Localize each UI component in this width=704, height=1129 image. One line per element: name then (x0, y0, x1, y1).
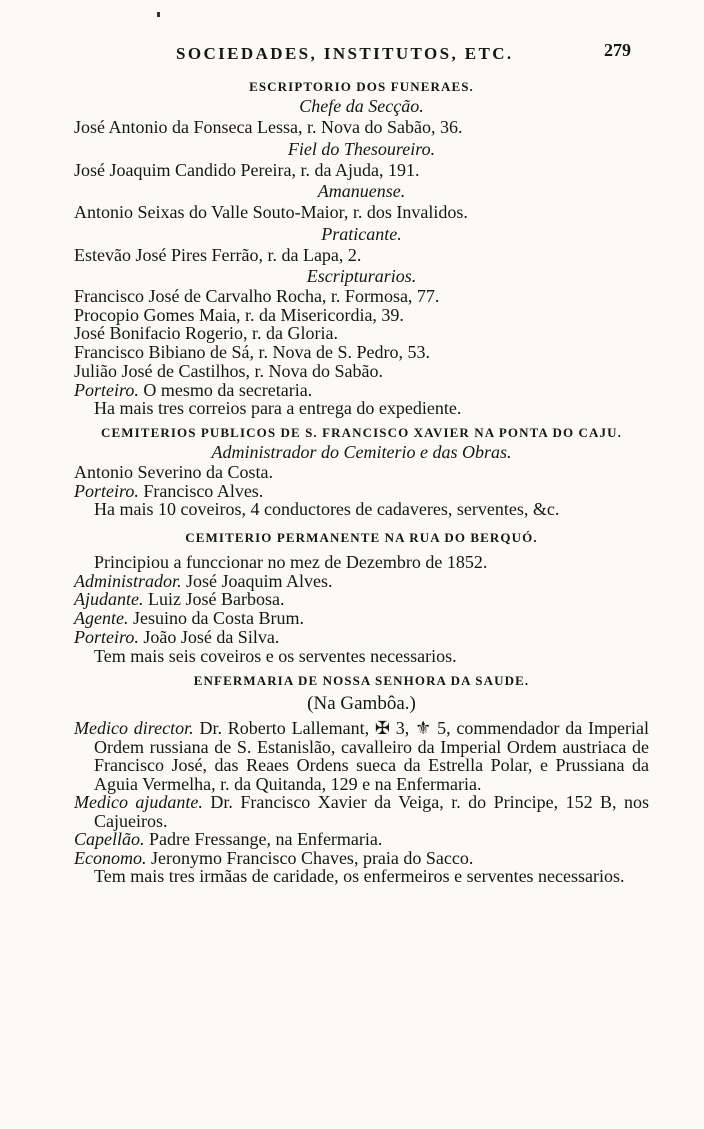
label-porteiro: Porteiro. (74, 480, 139, 501)
label-ajudante: Ajudante. (74, 589, 144, 610)
entry-praticante: Estevão José Pires Ferrão, r. da Lapa, 2. (74, 244, 362, 265)
note-enfermaria-text: Tem mais tres irmãas de caridade, os enfermeiros e serventes necessarios. (94, 866, 625, 887)
text-porteiro: Francisco Alves. (138, 480, 264, 501)
entry-berquo (74, 628, 649, 647)
entry-fiel: José Joaquim Candido Pereira, r. da Ajuda, 191. (74, 159, 420, 180)
text-medico-ajudante: Dr. Francisco Xavier da Veiga, r. do Principe, 152 B, nos Cajueiros. (94, 792, 649, 831)
section-heading-funeraes: ESCRIPTORIO DOS FUNERAES. (249, 79, 474, 94)
page-content (74, 78, 649, 886)
entry-medico-director (74, 719, 649, 793)
entry-escripturario: Francisco José de Carvalho Rocha, r. Formosa, 77. (74, 286, 440, 306)
text-capellao: Padre Fressange, na Enfermaria. (144, 829, 383, 850)
text-porteiro: O mesmo da secretaria. (138, 379, 313, 400)
label-economo: Economo. (74, 847, 147, 868)
note-funeraes: Ha mais tres correios para a entrega do expediente. (94, 398, 462, 419)
role-amanuense: Amanuense. (317, 181, 406, 201)
entry-amanuense: Antonio Seixas do Valle Souto-Maior, r. dos Invalidos. (74, 202, 468, 222)
entry-berquo (74, 590, 649, 609)
text-ajudante: Luiz José Barbosa. (143, 589, 285, 610)
entry-escripturario: Francisco Bibiano de Sá, r. Nova de S. Pedro, 53. (74, 342, 430, 363)
subheading-gamboa: (Na Gambôa.) (307, 693, 416, 715)
label-medico-ajudante: Medico ajudante. (74, 792, 203, 813)
note-enfermaria (74, 867, 649, 886)
label-medico-director: Medico director. (74, 718, 194, 739)
entry-economo (74, 849, 649, 868)
role-praticante: Praticante. (321, 223, 402, 244)
label-agente: Agente. (74, 608, 129, 629)
note-cemiterios: Ha mais 10 coveiros, 4 conductores de cadaveres, serventes, &c. (94, 499, 560, 520)
note-berquo: Tem mais seis coveiros e os serventes necessarios. (94, 645, 457, 666)
role-fiel: Fiel do Thesoureiro. (287, 138, 436, 159)
entry-administrador-cemiterio: Antonio Severino da Costa. (74, 461, 273, 482)
entry-porteiro-funeraes (74, 381, 649, 400)
entry-berquo (74, 572, 649, 591)
page-number: 279 (604, 40, 631, 60)
entry-escripturario: Procopio Gomes Maia, r. da Misericordia, 39. (74, 304, 404, 325)
role-escripturarios: Escripturarios. (306, 266, 417, 286)
text-medico-director: Dr. Roberto Lallemant, ✠ 3, ⚜ 5, commendador da Imperial Ordem russiana de S. Estanislão, cavalleiro da Imperial Ordem austriaca de Francisco José, das Reaes Ordens sueca da Estrella Polar, e Prussiana da Aguia Vermelha, r. da Quitanda, 129 e na Enfermaria. (94, 718, 649, 794)
section-heading-enfermaria: ENFERMARIA DE NOSSA SENHORA DA SAUDE. (193, 673, 530, 689)
text-porteiro: João José da Silva. (138, 626, 280, 647)
entry-escripturario: José Bonifacio Rogerio, r. da Gloria. (74, 323, 338, 344)
entry-medico-ajudante (74, 793, 649, 830)
role-administrador-cemiterio: Administrador do Cemiterio e das Obras. (211, 441, 512, 462)
entry-chefe: José Antonio da Fonseca Lessa, r. Nova do Sabão, 36. (74, 117, 463, 137)
entry-berquo (74, 609, 649, 628)
entry-escripturario: Julião José de Castilhos, r. Nova do Sabão. (74, 360, 383, 381)
text-administrador: José Joaquim Alves. (181, 570, 333, 591)
entry-porteiro-cemiterio (74, 482, 649, 501)
running-header (0, 40, 704, 74)
label-capellao: Capellão. (74, 829, 145, 850)
text-agente: Jesuino da Costa Brum. (128, 608, 304, 629)
section-heading-berquo: CEMITERIO PERMANENTE NA RUA DO BERQUÓ. (185, 530, 538, 546)
text-economo: Jeronymo Francisco Chaves, praia do Sacco. (146, 847, 474, 868)
entry-capellao (74, 830, 649, 849)
section-heading-cemiterios: CEMITERIOS PUBLICOS DE S. FRANCISCO XAVIER NA PONTA DO CAJU. (101, 424, 622, 440)
role-chefe: Chefe da Secção. (299, 96, 424, 116)
header-title: SOCIEDADES, INSTITUTOS, ETC. (176, 44, 514, 63)
label-porteiro: Porteiro. (74, 626, 139, 647)
intro-berquo: Principiou a funccionar no mez de Dezembro de 1852. (94, 552, 488, 573)
print-mark (157, 12, 160, 17)
label-administrador: Administrador. (74, 570, 182, 591)
label-porteiro: Porteiro. (74, 379, 139, 400)
